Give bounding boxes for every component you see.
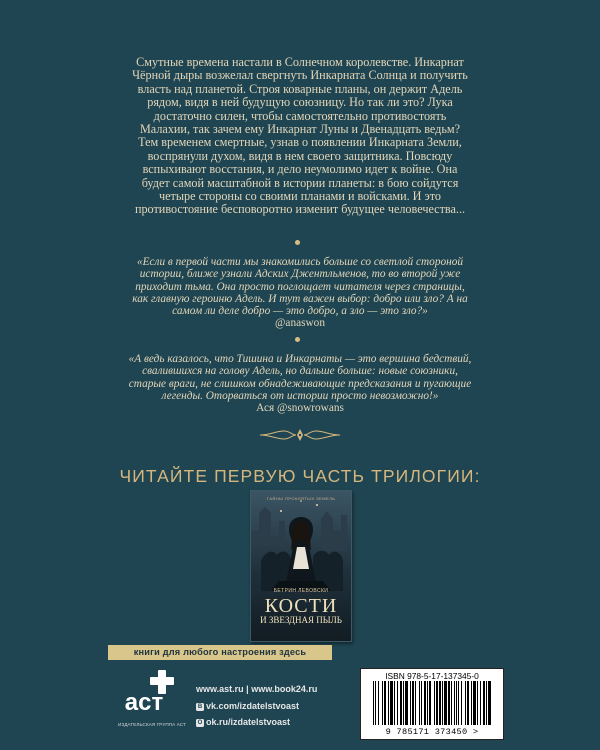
barcode-stripe [388, 681, 389, 725]
barcode-stripe [382, 681, 383, 725]
book-title: КОСТИ [264, 595, 338, 617]
blurb-paragraph-1: Смутные времена настали в Солнечном королевстве. Инкарнат Чёрной дыры возжелал свергнуть Инкарната Солнца и получить власть над планетой. Строя коварные планы, он держит Адель рядом, видя в ней будущую союзницу. Но так ли это? Лука достаточно силен, чтобы самостоятельно противостоять Малахии, так зачем ему Инкарнат Луны и Двенадцать ведьм? [132, 55, 468, 137]
barcode-stripe [480, 681, 481, 725]
barcode-stripe [424, 681, 426, 725]
ast-logo-icon [108, 666, 196, 722]
barcode-stripe [429, 681, 431, 725]
barcode-stripe [390, 681, 393, 725]
book-subtitle: И ЗВЕЗДНАЯ ПЫЛЬ [260, 615, 342, 625]
barcode-stripe [421, 681, 422, 725]
barcode-stripe [397, 681, 398, 725]
barcode-digits: 9 785171 373450 > [385, 727, 479, 737]
book-series-label: ТАЙНЫ ПРОКЛЯТЫХ ЗЕМЕЛЬ [266, 496, 336, 501]
blurb [130, 56, 470, 217]
barcode-stripe [373, 681, 374, 725]
barcode-stripe [456, 681, 457, 725]
barcode-stripe [405, 681, 408, 725]
publisher-name: ИЗДАТЕЛЬСКАЯ ГРУППА АСТ [118, 722, 186, 727]
barcode-stripe [486, 681, 487, 725]
review-quote-1-text: «Если в первой части мы знакомились больше со светлой стороной истории, ближе узнали Адских Джентльменов, то во второй уже приходит тьма. Она просто поглощает читателя через страницы, как главную героиню Адель. И тут важен выбор: добро или зло? А на самом ли деле добро — это добро, а зло — это зло?» [132, 256, 468, 318]
barcode-stripe [458, 681, 459, 725]
barcode-stripe [471, 681, 472, 725]
barcode-stripe [439, 681, 441, 725]
bullet-dot-2 [295, 337, 300, 342]
publisher-logo [108, 666, 196, 734]
review-quote-2-text: «А ведь казалось, что Тишина и Инкарнаты — это вершина бедствий, свалившихся на голову Адель, но дальше больше: новые союзники, старые враги, не слишком обнадеживающие предсказания и пугающие легенды. Оторваться от истории просто невозможно!» [128, 353, 472, 402]
barcode-stripe [483, 681, 485, 725]
review-quote-2 [128, 353, 472, 414]
barcode-stripe [412, 681, 414, 725]
barcode-icon [369, 681, 495, 727]
review-quote-1 [128, 256, 472, 330]
barcode-stripe [442, 681, 443, 725]
barcode-stripe [375, 681, 376, 725]
website-links[interactable]: www.ast.ru | www.book24.ru [196, 684, 318, 694]
barcode-stripe [451, 681, 452, 725]
barcode-stripe [448, 681, 450, 725]
barcode-stripe [461, 681, 462, 725]
read-first-part-heading: ЧИТАЙТЕ ПЕРВУЮ ЧАСТЬ ТРИЛОГИИ: [119, 466, 481, 486]
ast-logo-text: аст [124, 689, 164, 716]
vk-icon: В [197, 703, 203, 710]
isbn-barcode-box [360, 668, 504, 740]
ornament-divider [258, 425, 342, 445]
ok-link-text: ok.ru/izdatelstvoast [206, 717, 291, 727]
barcode-stripe [419, 681, 420, 725]
bullet-dot-1 [295, 240, 300, 245]
isbn-label: ISBN 978-5-17-137345-0 [385, 671, 479, 681]
barcode-stripe [465, 681, 466, 725]
barcode-stripe [415, 681, 416, 725]
review-quote-1-author: @anaswon [275, 317, 325, 330]
slogan-text: книги для любого настроения здесь [133, 647, 307, 657]
review-quote-2-author: Ася @snowrowans [256, 402, 344, 415]
barcode-stripe [434, 681, 435, 725]
ok-icon: О [197, 719, 203, 726]
barcode-stripe [403, 681, 404, 725]
ok-link[interactable] [196, 717, 290, 727]
vk-link[interactable] [196, 701, 299, 711]
barcode-stripe [454, 681, 455, 725]
first-book-cover [250, 490, 352, 642]
barcode-stripe [427, 681, 428, 725]
barcode-stripe [477, 681, 478, 725]
barcode-stripe [467, 681, 469, 725]
barcode-stripe [378, 681, 379, 725]
book-author: БЕТРИН ЛЕВОВСКИ [273, 588, 329, 594]
barcode-stripe [384, 681, 386, 725]
barcode-stripe [488, 681, 491, 725]
barcode-stripe [436, 681, 438, 725]
vk-link-text: vk.com/izdatelstvoast [206, 701, 300, 711]
barcode-stripe [444, 681, 447, 725]
barcode-stripe [473, 681, 476, 725]
barcode-stripe [400, 681, 402, 725]
barcode-stripe [394, 681, 395, 725]
barcode-stripe [410, 681, 411, 725]
blurb-paragraph-2: Тем временем смертные, узнав о появлении Инкарната Земли, воспрянули духом, видя в нем своего защитника. Повсюду вспыхивают восстания, и дело неумолимо идет к войне. Она будет самой масштабной в истории планеты: в бою сойдутся четыре стороны со своими планами и войсками. И это противостояние бесповоротно изменит будущее человечества... [134, 135, 466, 217]
